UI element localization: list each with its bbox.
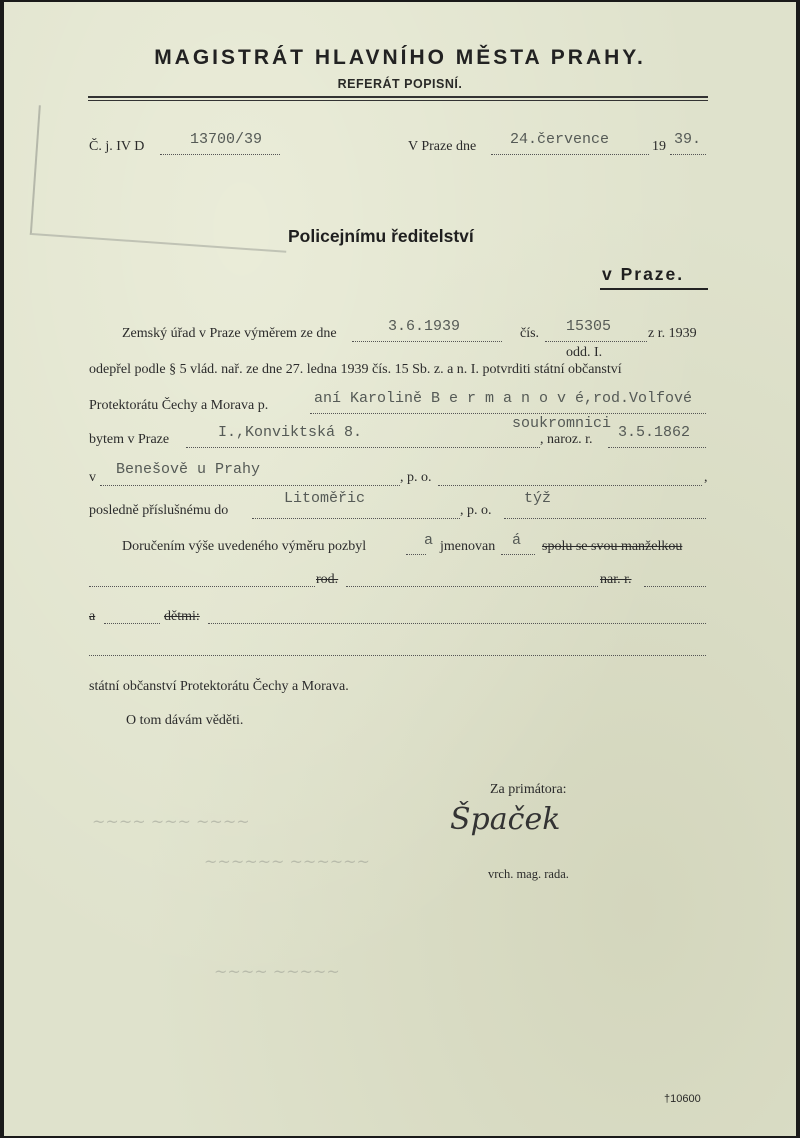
- decision-number: 15305: [566, 318, 612, 335]
- document-page: [4, 2, 796, 1136]
- struck-nar: nar. r.: [600, 572, 632, 587]
- line8-dots2: [346, 586, 598, 587]
- occupation: soukromnici: [512, 415, 612, 432]
- struck-spouse-text: spolu se svou manželkou: [542, 539, 683, 554]
- pencil-note-3: ~~~~ ~~~~~: [214, 962, 340, 981]
- cj-value: 13700/39: [190, 131, 263, 148]
- line6-po: , p. o.: [460, 503, 492, 518]
- line5-po-dots: [438, 485, 702, 486]
- domicile-place: Litoměřic: [284, 490, 366, 507]
- birth-year: 3.5.1862: [618, 424, 691, 441]
- line9-dots1: [104, 623, 160, 624]
- line8-dots1: [89, 586, 315, 587]
- line9-dots2: [208, 623, 706, 624]
- line2-text: odepřel podle § 5 vlád. nař. ze dne 27. ledna 1939 čís. 15 Sb. z. a n. I. potvrditi státní občanství: [89, 362, 622, 377]
- birth-place: Benešově u Prahy: [116, 461, 261, 478]
- office-title: MAGISTRÁT HLAVNÍHO MĚSTA PRAHY.: [154, 46, 646, 69]
- line4-text: bytem v Praze: [89, 432, 170, 447]
- birth-dots: [608, 447, 706, 448]
- pencil-note-1: ~~~~ ~~~ ~~~~: [92, 812, 250, 831]
- line10-text: státní občanství Protektorátu Čechy a Morava.: [89, 679, 349, 694]
- line9b-dots: [89, 655, 706, 656]
- cj-label: Č. j. IV D: [89, 139, 145, 154]
- place-label: V Praze dne: [408, 139, 477, 154]
- line7-dots1: [406, 554, 426, 555]
- signature-title: vrch. mag. rada.: [488, 867, 569, 881]
- signature-for: Za primátora:: [490, 782, 567, 797]
- addressee-line2: v Praze.: [602, 264, 685, 284]
- line7-jm: jmenovan: [440, 539, 496, 554]
- line7-suffix1: a: [424, 532, 434, 549]
- struck-rod: rod.: [316, 572, 339, 587]
- decision-date: 3.6.1939: [388, 318, 461, 335]
- line1-num-dots: [545, 341, 647, 342]
- line5-place-dots: [100, 485, 400, 486]
- line4-birth-label: , naroz. r.: [540, 432, 593, 447]
- struck-children: dětmi:: [164, 609, 200, 624]
- addressee-line1: Policejnímu ředitelství: [288, 226, 474, 246]
- line1-text: Zemský úřad v Praze výměrem ze dne: [122, 326, 337, 341]
- department-subtitle: REFERÁT POPISNÍ.: [337, 77, 463, 91]
- line7-suffix2: á: [512, 532, 522, 549]
- department-odd: odd. I.: [566, 345, 603, 360]
- cj-dots: [160, 154, 280, 155]
- year-value: 39.: [674, 131, 702, 148]
- line4-dots: [186, 447, 540, 448]
- decision-year: z r. 1939: [648, 326, 697, 341]
- line6-text: posledně příslušnému do: [89, 503, 229, 518]
- year-prefix: 19: [652, 139, 666, 154]
- closing-text: O tom dávám věděti.: [126, 713, 244, 728]
- form-code: †10600: [664, 1093, 701, 1105]
- line5-v: v: [89, 470, 96, 485]
- date-value: 24.července: [510, 131, 610, 148]
- date-dots: [491, 154, 649, 155]
- line1-cis: čís.: [520, 326, 540, 341]
- domicile-po: týž: [524, 490, 552, 507]
- struck-a: a: [89, 609, 96, 624]
- signature-name: Špaček: [450, 802, 561, 837]
- line1-date-dots: [352, 341, 502, 342]
- line7-text: Doručením výše uvedeného výměru pozbyl: [122, 539, 367, 554]
- faded-stamp: [30, 105, 295, 253]
- line3-dots: [310, 413, 706, 414]
- line5-end: ,: [704, 470, 708, 485]
- header-rule-thin: [88, 100, 708, 101]
- line5-po: , p. o.: [400, 470, 432, 485]
- line3-text: Protektorátu Čechy a Morava p.: [89, 398, 269, 413]
- line6-po-dots: [504, 518, 706, 519]
- pencil-note-2: ~~~~~~ ~~~~~~: [204, 852, 370, 871]
- address: I.,Konviktská 8.: [218, 424, 363, 441]
- line6-place-dots: [252, 518, 460, 519]
- addressee-underline: [600, 288, 708, 290]
- header-rule-thick: [88, 96, 708, 98]
- year-dots: [670, 154, 706, 155]
- line8-dots3: [644, 586, 706, 587]
- line7-dots2: [501, 554, 535, 555]
- person-name: aní Karolině B e r m a n o v é,rod.Volfové: [314, 390, 693, 407]
